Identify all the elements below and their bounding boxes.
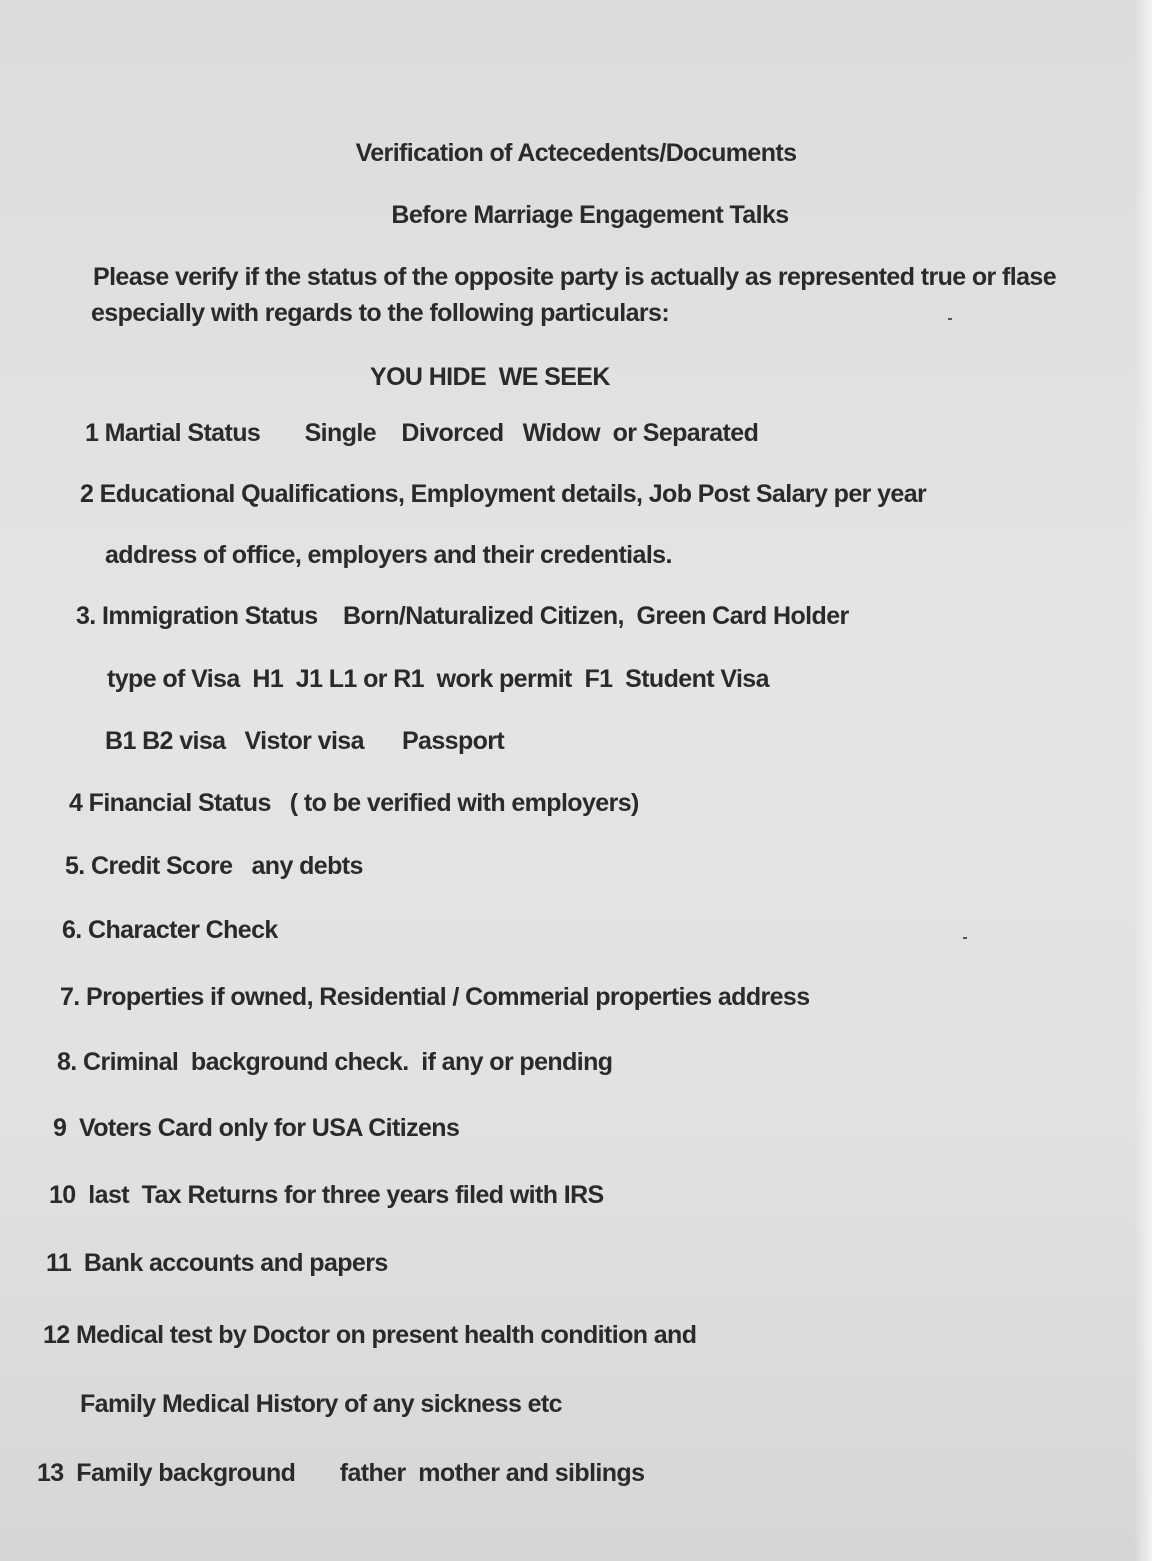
- intro-line-2: especially with regards to the following particulars:: [91, 299, 670, 327]
- list-item-properties: 7. Properties if owned, Residential / Commerial properties address: [60, 983, 810, 1011]
- list-item-voters-card: 9 Voters Card only for USA Citizens: [53, 1114, 460, 1142]
- list-item-criminal: 8. Criminal background check. if any or pending: [57, 1048, 613, 1076]
- document-subtitle: Before Marriage Engagement Talks: [391, 201, 789, 229]
- speck-mark: [948, 318, 952, 320]
- list-item-medical: 12 Medical test by Doctor on present health condition and: [43, 1321, 697, 1349]
- list-item-character: 6. Character Check: [62, 916, 278, 944]
- list-item-tax-returns: 10 last Tax Returns for three years filed with IRS: [49, 1181, 604, 1209]
- list-item-credit: 5. Credit Score any debts: [65, 852, 363, 880]
- list-item-bank: 11 Bank accounts and papers: [46, 1249, 388, 1277]
- list-item-financial: 4 Financial Status ( to be verified with employers): [69, 789, 639, 817]
- intro-line-1: Please verify if the status of the opposite party is actually as represented true or flase: [93, 263, 1057, 291]
- list-item-immigration: 3. Immigration Status Born/Naturalized Citizen, Green Card Holder: [76, 602, 849, 630]
- list-item-education-cont: address of office, employers and their credentials.: [105, 541, 672, 569]
- slogan: YOU HIDE WE SEEK: [370, 363, 610, 391]
- list-item-family: 13 Family background father mother and siblings: [37, 1459, 645, 1487]
- list-item-education: 2 Educational Qualifications, Employment details, Job Post Salary per year: [80, 480, 927, 508]
- list-item-immigration-visitor: B1 B2 visa Vistor visa Passport: [105, 727, 505, 755]
- list-item-martial-status: 1 Martial Status Single Divorced Widow or Separated: [85, 419, 759, 447]
- list-item-medical-cont: Family Medical History of any sickness etc: [80, 1390, 562, 1418]
- speck-mark: [963, 937, 967, 939]
- document-title: Verification of Actecedents/Documents: [355, 139, 797, 167]
- list-item-immigration-visa: type of Visa H1 J1 L1 or R1 work permit F1 Student Visa: [107, 665, 769, 693]
